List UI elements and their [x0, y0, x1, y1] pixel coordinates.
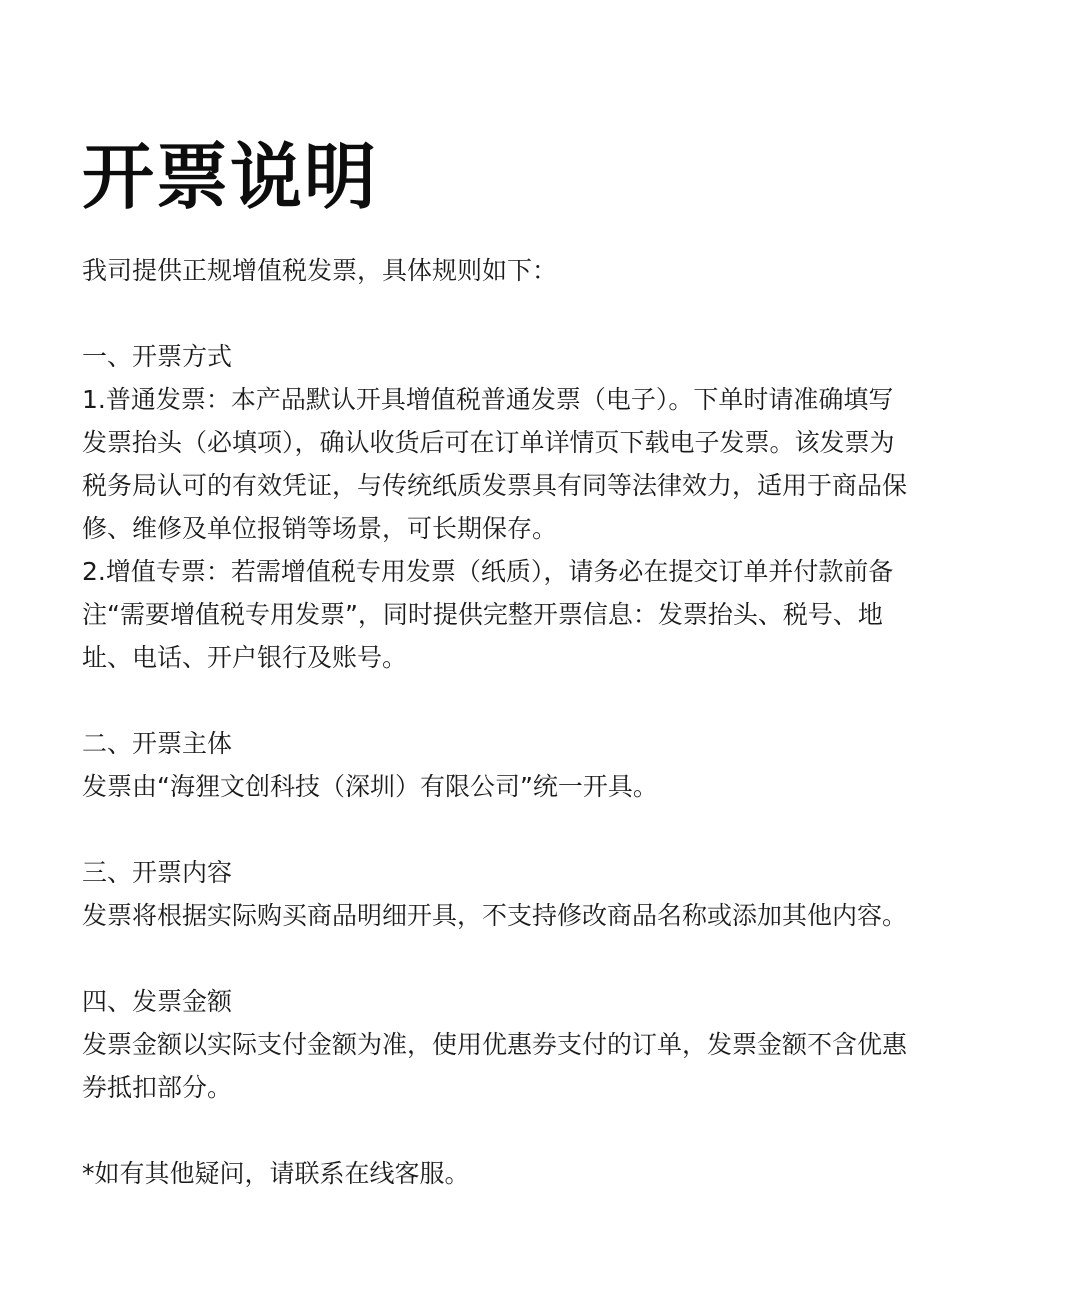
spacer [82, 808, 982, 851]
section-heading-invoice-issuer: 二、开票主体 [82, 729, 233, 758]
section-heading-invoice-method: 一、开票方式 [82, 342, 233, 371]
intro-text: 我司提供正规增值税发票，具体规则如下： [82, 256, 558, 285]
content-body [82, 249, 982, 1195]
section-line: 注“需要增值税专用发票”，同时提供完整开票信息：发票抬头、税号、地 [82, 600, 883, 629]
section-line: 发票由“海狸文创科技（深圳）有限公司”统一开具。 [82, 772, 658, 801]
footnote: *如有其他疑问，请联系在线客服。 [82, 1159, 470, 1188]
section-line: 发票将根据实际购买商品明细开具，不支持修改商品名称或添加其他内容。 [82, 901, 908, 930]
section-heading-invoice-amount: 四、发票金额 [82, 987, 233, 1016]
section-line: 1.普通发票：本产品默认开具增值税普通发票（电子）。下单时请准确填写 [82, 385, 894, 414]
spacer [82, 679, 982, 722]
section-line: 券抵扣部分。 [82, 1073, 233, 1102]
spacer [82, 292, 982, 335]
section-line: 址、电话、开户银行及账号。 [82, 643, 408, 672]
section-line: 发票抬头（必填项），确认收货后可在订单详情页下载电子发票。该发票为 [82, 428, 895, 457]
section-line: 发票金额以实际支付金额为准，使用优惠券支付的订单，发票金额不含优惠 [82, 1030, 908, 1059]
page-title: 开票说明 [82, 135, 379, 219]
section-line: 2.增值专票：若需增值税专用发票（纸质），请务必在提交订单并付款前备 [82, 557, 894, 586]
section-heading-invoice-content: 三、开票内容 [82, 858, 233, 887]
section-line: 修、维修及单位报销等场景，可长期保存。 [82, 514, 558, 543]
spacer [82, 1109, 982, 1152]
section-line: 税务局认可的有效凭证，与传统纸质发票具有同等法律效力，适用于商品保 [82, 471, 908, 500]
spacer [82, 937, 982, 980]
